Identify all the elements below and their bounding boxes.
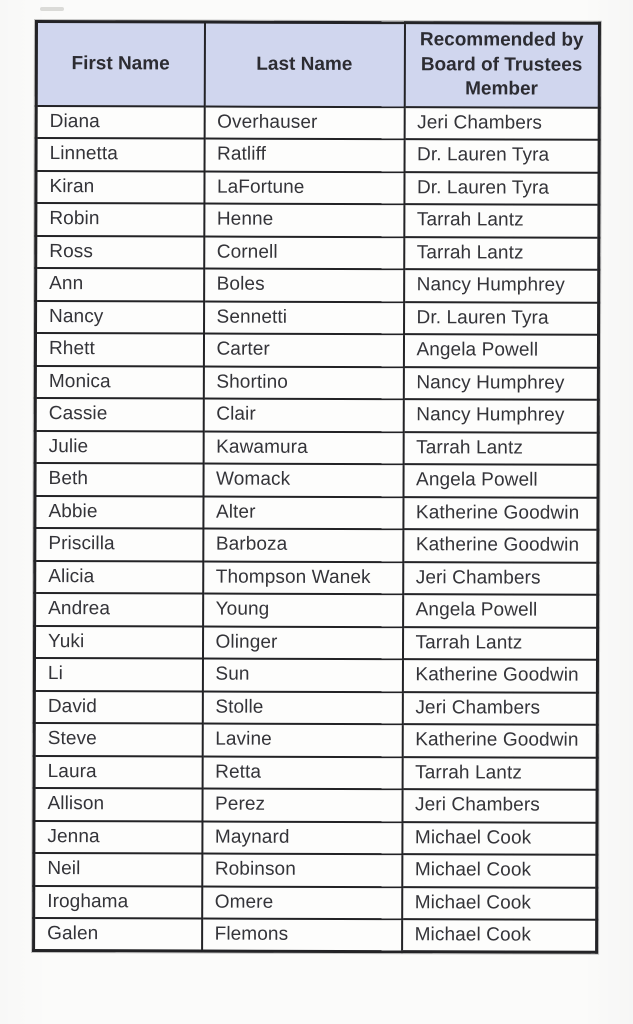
table-row xyxy=(36,203,599,237)
last-name-cell: Stolle xyxy=(202,691,402,724)
recommended-by-cell: Dr. Lauren Tyra xyxy=(404,139,599,172)
first-name-cell: David xyxy=(34,691,202,724)
table-row xyxy=(34,723,597,757)
table-row xyxy=(35,561,598,595)
header-first-name: First Name xyxy=(36,22,204,107)
first-name-cell: Laura xyxy=(34,756,202,789)
recommended-by-cell: Tarrah Lantz xyxy=(403,432,598,465)
last-name-cell: Maynard xyxy=(202,821,402,854)
last-name-cell: Clair xyxy=(203,399,403,432)
last-name-cell: Perez xyxy=(202,789,402,822)
first-name-cell: Andrea xyxy=(35,593,203,626)
recommended-by-cell: Michael Cook xyxy=(402,854,597,887)
table-row xyxy=(35,366,598,400)
first-name-cell: Beth xyxy=(35,463,203,496)
header-last-name: Last Name xyxy=(204,22,404,107)
table-row xyxy=(34,853,597,887)
table-row xyxy=(34,886,597,920)
table-row xyxy=(36,106,599,140)
recommended-by-cell: Tarrah Lantz xyxy=(402,757,597,790)
table-row xyxy=(35,496,598,530)
table-row xyxy=(36,268,599,302)
last-name-cell: Carter xyxy=(203,334,403,367)
recommended-by-cell: Tarrah Lantz xyxy=(404,204,599,237)
last-name-cell: Ratliff xyxy=(204,139,404,172)
last-name-cell: Young xyxy=(203,594,403,627)
first-name-cell: Neil xyxy=(34,853,202,886)
first-name-cell: Priscilla xyxy=(35,528,203,561)
table-row xyxy=(34,821,597,855)
first-name-cell: Yuki xyxy=(34,626,202,659)
table-row xyxy=(34,691,597,725)
last-name-cell: Womack xyxy=(203,464,403,497)
first-name-cell: Julie xyxy=(35,431,203,464)
last-name-cell: Omere xyxy=(202,886,402,919)
last-name-cell: Retta xyxy=(202,756,402,789)
recommended-by-cell: Nancy Humphrey xyxy=(403,367,598,400)
last-name-cell: Henne xyxy=(204,204,404,237)
first-name-cell: Alicia xyxy=(35,561,203,594)
first-name-cell: Jenna xyxy=(34,821,202,854)
last-name-cell: Barboza xyxy=(203,529,403,562)
roster-table xyxy=(32,20,601,954)
last-name-cell: Shortino xyxy=(203,366,403,399)
table-row xyxy=(36,138,599,172)
first-name-cell: Rhett xyxy=(35,333,203,366)
last-name-cell: Robinson xyxy=(202,854,402,887)
first-name-cell: Robin xyxy=(36,203,204,236)
recommended-by-cell: Nancy Humphrey xyxy=(403,399,598,432)
header-row xyxy=(36,22,599,108)
first-name-cell: Kiran xyxy=(36,171,204,204)
last-name-cell: Olinger xyxy=(202,626,402,659)
first-name-cell: Linnetta xyxy=(36,138,204,171)
recommended-by-cell: Michael Cook xyxy=(402,919,597,952)
scan-artifact xyxy=(40,7,64,11)
table-row xyxy=(36,301,599,335)
table-row xyxy=(34,626,597,660)
table-row xyxy=(34,756,597,790)
table-row xyxy=(35,431,598,465)
first-name-cell: Cassie xyxy=(35,398,203,431)
first-name-cell: Galen xyxy=(34,918,202,951)
table-row xyxy=(34,658,597,692)
recommended-by-cell: Michael Cook xyxy=(402,822,597,855)
recommended-by-cell: Tarrah Lantz xyxy=(402,627,597,660)
last-name-cell: Alter xyxy=(203,496,403,529)
table-row xyxy=(36,236,599,270)
first-name-cell: Iroghama xyxy=(34,886,202,919)
table-row xyxy=(35,593,598,627)
recommended-by-cell: Katherine Goodwin xyxy=(403,529,598,562)
table-row xyxy=(35,398,598,432)
last-name-cell: Lavine xyxy=(202,724,402,757)
first-name-cell: Steve xyxy=(34,723,202,756)
last-name-cell: Cornell xyxy=(204,236,404,269)
recommended-by-cell: Dr. Lauren Tyra xyxy=(404,302,599,335)
last-name-cell: Thompson Wanek xyxy=(203,561,403,594)
first-name-cell: Allison xyxy=(34,788,202,821)
recommended-by-cell: Katherine Goodwin xyxy=(403,497,598,530)
table-body xyxy=(34,106,600,953)
last-name-cell: LaFortune xyxy=(204,171,404,204)
recommended-by-cell: Jeri Chambers xyxy=(402,789,597,822)
table-row xyxy=(35,333,598,367)
first-name-cell: Monica xyxy=(35,366,203,399)
recommended-by-cell: Tarrah Lantz xyxy=(404,237,599,270)
header-recommended-by: Recommended by Board of Trustees Member xyxy=(404,23,599,108)
last-name-cell: Sennetti xyxy=(204,301,404,334)
last-name-cell: Kawamura xyxy=(203,431,403,464)
table-row xyxy=(34,918,597,952)
recommended-by-cell: Angela Powell xyxy=(403,464,598,497)
first-name-cell: Ross xyxy=(36,236,204,269)
table-row xyxy=(34,788,597,822)
last-name-cell: Flemons xyxy=(202,919,402,952)
last-name-cell: Sun xyxy=(202,659,402,692)
table-row xyxy=(35,528,598,562)
recommended-by-cell: Jeri Chambers xyxy=(402,692,597,725)
recommended-by-cell: Angela Powell xyxy=(403,594,598,627)
first-name-cell: Abbie xyxy=(35,496,203,529)
recommended-by-cell: Katherine Goodwin xyxy=(402,659,597,692)
first-name-cell: Nancy xyxy=(36,301,204,334)
recommended-by-cell: Dr. Lauren Tyra xyxy=(404,172,599,205)
recommended-by-cell: Jeri Chambers xyxy=(403,562,598,595)
recommended-by-cell: Nancy Humphrey xyxy=(404,269,599,302)
first-name-cell: Ann xyxy=(36,268,204,301)
table-row xyxy=(35,463,598,497)
recommended-by-cell: Katherine Goodwin xyxy=(402,724,597,757)
first-name-cell: Diana xyxy=(36,106,204,139)
first-name-cell: Li xyxy=(34,658,202,691)
recommended-by-cell: Jeri Chambers xyxy=(404,107,599,140)
table-row xyxy=(36,171,599,205)
last-name-cell: Overhauser xyxy=(204,106,404,139)
recommended-by-cell: Angela Powell xyxy=(403,334,598,367)
last-name-cell: Boles xyxy=(204,269,404,302)
recommended-by-cell: Michael Cook xyxy=(402,887,597,920)
